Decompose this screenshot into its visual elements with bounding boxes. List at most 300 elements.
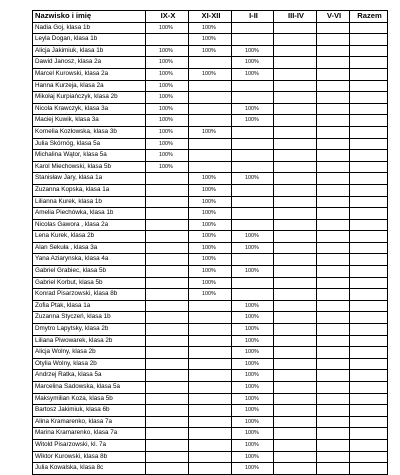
cell-razem — [350, 231, 388, 243]
table-row — [33, 231, 388, 243]
cell-xi-xii — [189, 358, 232, 370]
cell-v-vi — [317, 68, 350, 80]
cell-iii-iv — [274, 219, 317, 231]
table-row — [33, 208, 388, 220]
cell-ix-x — [146, 300, 189, 312]
cell-name: Otylia Wolny, klasa 2b — [33, 358, 146, 370]
cell-razem — [350, 57, 388, 69]
cell-name: Dmytro Lapytsky, klasa 2b — [33, 324, 146, 336]
cell-xi-xii — [189, 57, 232, 69]
table-row — [33, 428, 388, 440]
table-row — [33, 370, 388, 382]
cell-name: Lilianna Kurek, klasa 1b — [33, 196, 146, 208]
cell-xi-xii: 100% — [189, 173, 232, 185]
cell-iii-iv — [274, 103, 317, 115]
table-row — [33, 103, 388, 115]
cell-name: Marina Kramarenko, klasa 7a — [33, 428, 146, 440]
cell-razem — [350, 312, 388, 324]
cell-razem — [350, 254, 388, 266]
cell-i-ii — [232, 208, 274, 220]
cell-i-ii: 100% — [232, 173, 274, 185]
cell-name: Maciej Kuwik, klasa 3a — [33, 115, 146, 127]
cell-ix-x — [146, 277, 189, 289]
cell-name: Alicja Jakimiuk, klasa 1b — [33, 45, 146, 57]
cell-ix-x — [146, 312, 189, 324]
cell-iii-iv — [274, 347, 317, 359]
cell-ix-x — [146, 335, 189, 347]
cell-iii-iv — [274, 22, 317, 34]
cell-v-vi — [317, 393, 350, 405]
cell-iii-iv — [274, 161, 317, 173]
cell-v-vi — [317, 324, 350, 336]
cell-i-ii — [232, 150, 274, 162]
cell-iii-iv — [274, 173, 317, 185]
cell-i-ii: 100% — [232, 300, 274, 312]
cell-xi-xii — [189, 370, 232, 382]
cell-iii-iv — [274, 335, 317, 347]
cell-v-vi — [317, 150, 350, 162]
cell-xi-xii — [189, 92, 232, 104]
cell-i-ii — [232, 277, 274, 289]
cell-name: Amelia Piechówka, klasa 1b — [33, 208, 146, 220]
cell-iii-iv — [274, 451, 317, 463]
cell-name: Julia Kowalska, klasa 8c — [33, 463, 146, 475]
cell-ix-x — [146, 266, 189, 278]
cell-name: Julia Skórnóg, klasa 5a — [33, 138, 146, 150]
cell-name: Wiktor Kurowski, klasa 8b — [33, 451, 146, 463]
header-v-vi: V-VI — [317, 11, 350, 23]
cell-xi-xii — [189, 161, 232, 173]
cell-name: Alina Kramarenko, klasa 7a — [33, 416, 146, 428]
cell-razem — [350, 463, 388, 475]
table-row — [33, 173, 388, 185]
cell-iii-iv — [274, 242, 317, 254]
cell-razem — [350, 34, 388, 46]
cell-razem — [350, 335, 388, 347]
cell-name: Lena Kurek, klasa 2b — [33, 231, 146, 243]
cell-iii-iv — [274, 115, 317, 127]
cell-ix-x: 100% — [146, 22, 189, 34]
cell-name: Yana Aziarynska, klasa 4a — [33, 254, 146, 266]
cell-ix-x — [146, 231, 189, 243]
cell-iii-iv — [274, 150, 317, 162]
cell-i-ii — [232, 219, 274, 231]
cell-v-vi — [317, 358, 350, 370]
cell-name: Bartosz Jakimiuk, klasa 6b — [33, 405, 146, 417]
cell-i-ii: 100% — [232, 382, 274, 394]
cell-iii-iv — [274, 439, 317, 451]
cell-xi-xii — [189, 393, 232, 405]
cell-razem — [350, 370, 388, 382]
cell-iii-iv — [274, 57, 317, 69]
table-row — [33, 254, 388, 266]
cell-ix-x — [146, 208, 189, 220]
cell-razem — [350, 150, 388, 162]
cell-xi-xii: 100% — [189, 219, 232, 231]
cell-v-vi — [317, 277, 350, 289]
cell-xi-xii: 100% — [189, 45, 232, 57]
cell-razem — [350, 103, 388, 115]
table-row — [33, 150, 388, 162]
table-row — [33, 161, 388, 173]
cell-v-vi — [317, 92, 350, 104]
cell-i-ii — [232, 138, 274, 150]
cell-xi-xii: 100% — [189, 196, 232, 208]
cell-ix-x — [146, 451, 189, 463]
cell-name: Mikołaj Kurpiańczyk, klasa 2b — [33, 92, 146, 104]
cell-ix-x — [146, 196, 189, 208]
cell-ix-x — [146, 393, 189, 405]
cell-i-ii — [232, 289, 274, 301]
cell-ix-x — [146, 184, 189, 196]
table-row — [33, 324, 388, 336]
cell-iii-iv — [274, 80, 317, 92]
cell-ix-x: 100% — [146, 80, 189, 92]
table-row — [33, 300, 388, 312]
cell-xi-xii: 100% — [189, 34, 232, 46]
cell-name: Witold Pisarzowski, kl. 7a — [33, 439, 146, 451]
table-row — [33, 463, 388, 475]
cell-xi-xii: 100% — [189, 68, 232, 80]
cell-razem — [350, 393, 388, 405]
cell-i-ii: 100% — [232, 115, 274, 127]
cell-ix-x: 100% — [146, 92, 189, 104]
cell-iii-iv — [274, 463, 317, 475]
header-iii-iv: III-IV — [274, 11, 317, 23]
cell-razem — [350, 68, 388, 80]
table-row — [33, 242, 388, 254]
cell-iii-iv — [274, 34, 317, 46]
cell-ix-x — [146, 219, 189, 231]
cell-ix-x — [146, 254, 189, 266]
cell-razem — [350, 347, 388, 359]
cell-xi-xii — [189, 428, 232, 440]
cell-razem — [350, 289, 388, 301]
cell-iii-iv — [274, 382, 317, 394]
cell-name: Andrzej Ratka, klasa 5a — [33, 370, 146, 382]
cell-i-ii — [232, 161, 274, 173]
cell-ix-x: 100% — [146, 150, 189, 162]
cell-razem — [350, 138, 388, 150]
cell-xi-xii — [189, 439, 232, 451]
cell-name: Leyla Dogan, klasa 1b — [33, 34, 146, 46]
cell-name: Nadia Goj, klasa 1b — [33, 22, 146, 34]
cell-i-ii — [232, 22, 274, 34]
cell-name: Konrad Pisarzowski, klasa 8b — [33, 289, 146, 301]
cell-i-ii: 100% — [232, 439, 274, 451]
cell-razem — [350, 405, 388, 417]
table-row — [33, 184, 388, 196]
cell-xi-xii: 100% — [189, 266, 232, 278]
cell-v-vi — [317, 289, 350, 301]
cell-iii-iv — [274, 416, 317, 428]
cell-v-vi — [317, 463, 350, 475]
cell-ix-x — [146, 463, 189, 475]
cell-v-vi — [317, 347, 350, 359]
cell-i-ii: 100% — [232, 405, 274, 417]
cell-ix-x: 100% — [146, 103, 189, 115]
cell-v-vi — [317, 184, 350, 196]
table-row — [33, 196, 388, 208]
table-row — [33, 312, 388, 324]
cell-v-vi — [317, 254, 350, 266]
cell-xi-xii — [189, 138, 232, 150]
header-razem: Razem — [350, 11, 388, 23]
cell-name: Kornelia Kozłowska, klasa 3b — [33, 126, 146, 138]
cell-v-vi — [317, 126, 350, 138]
header-name: Nazwisko i imię — [33, 11, 146, 23]
cell-v-vi — [317, 161, 350, 173]
cell-name: Gabriel Korbut, klasa 5b — [33, 277, 146, 289]
cell-xi-xii: 100% — [189, 184, 232, 196]
cell-xi-xii — [189, 405, 232, 417]
cell-iii-iv — [274, 254, 317, 266]
cell-ix-x — [146, 347, 189, 359]
cell-name: Gabriel Grabiec, klasa 5b — [33, 266, 146, 278]
cell-name: Karol Miechowski, klasa 5b — [33, 161, 146, 173]
cell-razem — [350, 22, 388, 34]
cell-xi-xii: 100% — [189, 231, 232, 243]
cell-name: Maksymilian Koza, klasa 5b — [33, 393, 146, 405]
cell-xi-xii: 100% — [189, 289, 232, 301]
cell-name: Michalina Wątor, klasa 5a — [33, 150, 146, 162]
table-row — [33, 115, 388, 127]
cell-iii-iv — [274, 289, 317, 301]
cell-xi-xii — [189, 347, 232, 359]
cell-ix-x: 100% — [146, 126, 189, 138]
table-row — [33, 289, 388, 301]
cell-razem — [350, 416, 388, 428]
cell-ix-x: 100% — [146, 68, 189, 80]
header-xi-xii: XI-XII — [189, 11, 232, 23]
cell-i-ii: 100% — [232, 335, 274, 347]
cell-iii-iv — [274, 312, 317, 324]
cell-i-ii: 100% — [232, 393, 274, 405]
cell-v-vi — [317, 428, 350, 440]
header-ix-x: IX-X — [146, 11, 189, 23]
table-row — [33, 335, 388, 347]
table-row — [33, 358, 388, 370]
cell-i-ii: 100% — [232, 347, 274, 359]
cell-v-vi — [317, 382, 350, 394]
cell-v-vi — [317, 451, 350, 463]
cell-iii-iv — [274, 208, 317, 220]
cell-name: Marcelina Sadowska, klasa 5a — [33, 382, 146, 394]
cell-i-ii — [232, 184, 274, 196]
cell-i-ii: 100% — [232, 242, 274, 254]
table-row — [33, 45, 388, 57]
cell-v-vi — [317, 416, 350, 428]
cell-name: Zuzanna Styczeń, klasa 1b — [33, 312, 146, 324]
cell-i-ii — [232, 34, 274, 46]
cell-iii-iv — [274, 300, 317, 312]
cell-v-vi — [317, 22, 350, 34]
cell-iii-iv — [274, 324, 317, 336]
cell-ix-x — [146, 439, 189, 451]
cell-ix-x — [146, 416, 189, 428]
cell-v-vi — [317, 173, 350, 185]
cell-xi-xii — [189, 382, 232, 394]
cell-v-vi — [317, 34, 350, 46]
header-row — [33, 11, 388, 23]
cell-i-ii: 100% — [232, 358, 274, 370]
cell-razem — [350, 382, 388, 394]
cell-iii-iv — [274, 393, 317, 405]
table-row — [33, 382, 388, 394]
cell-iii-iv — [274, 196, 317, 208]
cell-razem — [350, 184, 388, 196]
cell-ix-x: 100% — [146, 45, 189, 57]
cell-ix-x — [146, 358, 189, 370]
cell-v-vi — [317, 208, 350, 220]
cell-i-ii: 100% — [232, 428, 274, 440]
table-row — [33, 57, 388, 69]
table-row — [33, 219, 388, 231]
cell-ix-x — [146, 370, 189, 382]
cell-name: Nicolas Gawora , klasa 2a — [33, 219, 146, 231]
cell-v-vi — [317, 45, 350, 57]
cell-name: Liliana Piwowarek, klasa 2b — [33, 335, 146, 347]
table-row — [33, 22, 388, 34]
cell-v-vi — [317, 242, 350, 254]
attendance-sheet — [32, 10, 388, 475]
table-row — [33, 266, 388, 278]
cell-razem — [350, 196, 388, 208]
cell-i-ii — [232, 92, 274, 104]
cell-name: Marcel Kurowski, klasa 2a — [33, 68, 146, 80]
cell-v-vi — [317, 405, 350, 417]
table-body — [33, 22, 388, 474]
cell-razem — [350, 439, 388, 451]
cell-razem — [350, 300, 388, 312]
cell-v-vi — [317, 57, 350, 69]
cell-i-ii — [232, 126, 274, 138]
cell-xi-xii — [189, 80, 232, 92]
cell-razem — [350, 358, 388, 370]
cell-ix-x: 100% — [146, 115, 189, 127]
cell-iii-iv — [274, 138, 317, 150]
cell-ix-x — [146, 324, 189, 336]
cell-xi-xii — [189, 335, 232, 347]
cell-v-vi — [317, 115, 350, 127]
cell-xi-xii: 100% — [189, 22, 232, 34]
cell-i-ii: 100% — [232, 463, 274, 475]
cell-name: Dawid Janosz, klasa 2a — [33, 57, 146, 69]
cell-razem — [350, 115, 388, 127]
cell-v-vi — [317, 370, 350, 382]
cell-i-ii: 100% — [232, 231, 274, 243]
table-row — [33, 416, 388, 428]
cell-v-vi — [317, 138, 350, 150]
cell-v-vi — [317, 439, 350, 451]
cell-xi-xii — [189, 416, 232, 428]
cell-ix-x: 100% — [146, 57, 189, 69]
cell-iii-iv — [274, 358, 317, 370]
table-row — [33, 92, 388, 104]
cell-i-ii: 100% — [232, 416, 274, 428]
cell-v-vi — [317, 300, 350, 312]
cell-razem — [350, 242, 388, 254]
cell-ix-x — [146, 382, 189, 394]
cell-iii-iv — [274, 428, 317, 440]
attendance-table — [32, 10, 388, 475]
table-row — [33, 34, 388, 46]
cell-razem — [350, 428, 388, 440]
cell-ix-x — [146, 405, 189, 417]
cell-i-ii: 100% — [232, 312, 274, 324]
table-row — [33, 68, 388, 80]
cell-name: Nicola Krawczyk, klasa 3a — [33, 103, 146, 115]
cell-xi-xii: 100% — [189, 126, 232, 138]
table-row — [33, 451, 388, 463]
cell-v-vi — [317, 266, 350, 278]
cell-name: Zuzanna Kopska, klasa 1a — [33, 184, 146, 196]
cell-iii-iv — [274, 68, 317, 80]
table-row — [33, 439, 388, 451]
cell-v-vi — [317, 103, 350, 115]
cell-razem — [350, 266, 388, 278]
cell-razem — [350, 451, 388, 463]
cell-razem — [350, 161, 388, 173]
cell-iii-iv — [274, 266, 317, 278]
table-row — [33, 126, 388, 138]
cell-v-vi — [317, 196, 350, 208]
cell-i-ii: 100% — [232, 370, 274, 382]
cell-i-ii: 100% — [232, 266, 274, 278]
cell-ix-x — [146, 289, 189, 301]
cell-razem — [350, 92, 388, 104]
cell-name: Alan Sekuła , klasa 3a — [33, 242, 146, 254]
cell-xi-xii — [189, 451, 232, 463]
table-row — [33, 393, 388, 405]
cell-name: Stanisław Jary, klasa 1a — [33, 173, 146, 185]
cell-ix-x — [146, 242, 189, 254]
table-row — [33, 347, 388, 359]
cell-v-vi — [317, 219, 350, 231]
cell-xi-xii: 100% — [189, 242, 232, 254]
cell-name: Zofia Ptak, klasa 1a — [33, 300, 146, 312]
cell-razem — [350, 277, 388, 289]
cell-i-ii — [232, 80, 274, 92]
cell-razem — [350, 45, 388, 57]
cell-razem — [350, 208, 388, 220]
cell-i-ii: 100% — [232, 451, 274, 463]
cell-razem — [350, 173, 388, 185]
cell-razem — [350, 80, 388, 92]
cell-name: Hanna Kurzeja, klasa 2a — [33, 80, 146, 92]
cell-iii-iv — [274, 231, 317, 243]
table-row — [33, 277, 388, 289]
cell-ix-x: 100% — [146, 161, 189, 173]
cell-v-vi — [317, 80, 350, 92]
cell-xi-xii — [189, 324, 232, 336]
cell-ix-x — [146, 173, 189, 185]
cell-iii-iv — [274, 405, 317, 417]
cell-xi-xii — [189, 463, 232, 475]
cell-ix-x — [146, 34, 189, 46]
cell-xi-xii — [189, 115, 232, 127]
cell-ix-x — [146, 428, 189, 440]
table-row — [33, 80, 388, 92]
cell-iii-iv — [274, 126, 317, 138]
cell-xi-xii: 100% — [189, 208, 232, 220]
table-row — [33, 138, 388, 150]
table-row — [33, 405, 388, 417]
cell-v-vi — [317, 231, 350, 243]
cell-iii-iv — [274, 277, 317, 289]
cell-iii-iv — [274, 370, 317, 382]
cell-xi-xii — [189, 103, 232, 115]
